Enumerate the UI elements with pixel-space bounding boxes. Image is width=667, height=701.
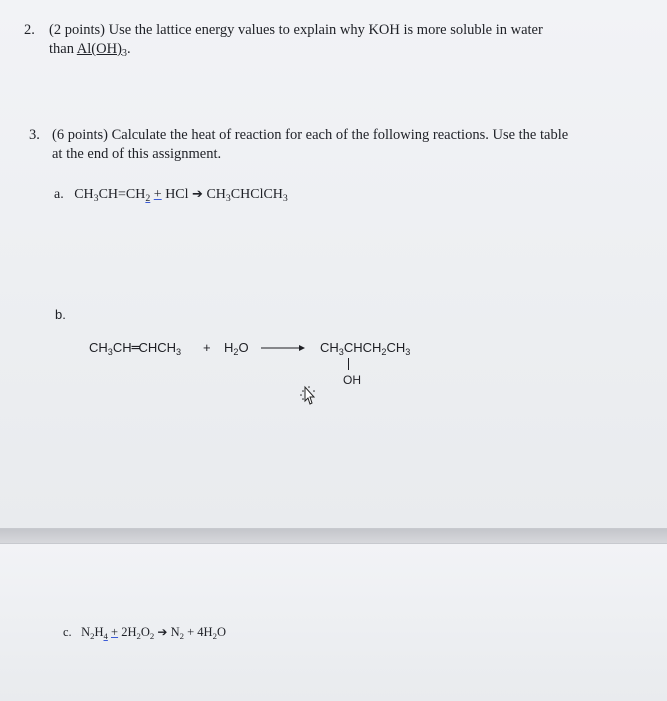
part-b-label: b. [55, 307, 66, 322]
question-2-line-1: (2 points) Use the lattice energy values to explain why KOH is more soluble in water [49, 22, 543, 38]
part-c-product-2: $4H_2O$ [197, 625, 226, 641]
question-2-number: 2. [24, 22, 35, 38]
part-a-plus: + [153, 187, 162, 202]
question-3-number: 3. [29, 127, 40, 143]
question-2-line-2: than $Al(OH)_3$. [49, 41, 131, 59]
part-c-product-1: $N_2$ [170, 625, 184, 641]
part-c-plus-1: + [111, 625, 119, 639]
mouse-cursor-icon [299, 385, 319, 409]
formula-aloh3: Al(OH) [76, 41, 122, 57]
part-c-reactant-1: $N_2H_4$ [81, 625, 108, 641]
part-a-label: a. [54, 187, 64, 202]
reaction-arrow-icon [261, 342, 305, 354]
question-3-line-2: at the end of this assignment. [52, 146, 222, 162]
part-b-reactant-2: $H_2O$ [224, 340, 249, 357]
part-c-plus-2: + [187, 625, 195, 639]
reaction-arrow-icon: ➔ [192, 187, 203, 202]
part-c-label: c. [63, 625, 72, 639]
part-b-plus: + [203, 340, 211, 355]
part-c-equation [63, 623, 226, 646]
question-3-line-1: (6 points) Calculate the heat of reaction for each of the following reactions. Use the table [52, 127, 569, 143]
question-3-text [52, 126, 652, 164]
part-a-product: $CH_3CHClCH_3$ [206, 187, 288, 204]
reaction-arrow-icon: ➔ [157, 625, 168, 639]
page-separator [0, 529, 667, 543]
question-2 [24, 21, 35, 40]
part-a-reactant-2: HCl [165, 187, 189, 202]
part-b-product: $CH_3CHCH_2CH_3$ [320, 340, 411, 357]
part-c-reactant-2: $2H_2O_2$ [121, 625, 155, 641]
question-2-text [49, 21, 649, 63]
worksheet-page-2 [0, 543, 667, 701]
part-b-bond-line [348, 358, 349, 370]
part-b-substituent: OH [343, 373, 361, 387]
part-a-reactant-1: $CH_3CH=CH_2$ [74, 187, 151, 204]
part-b-reactant-1: $CH_3CH═CHCH_3$ [89, 340, 182, 357]
part-a-equation [54, 185, 288, 208]
